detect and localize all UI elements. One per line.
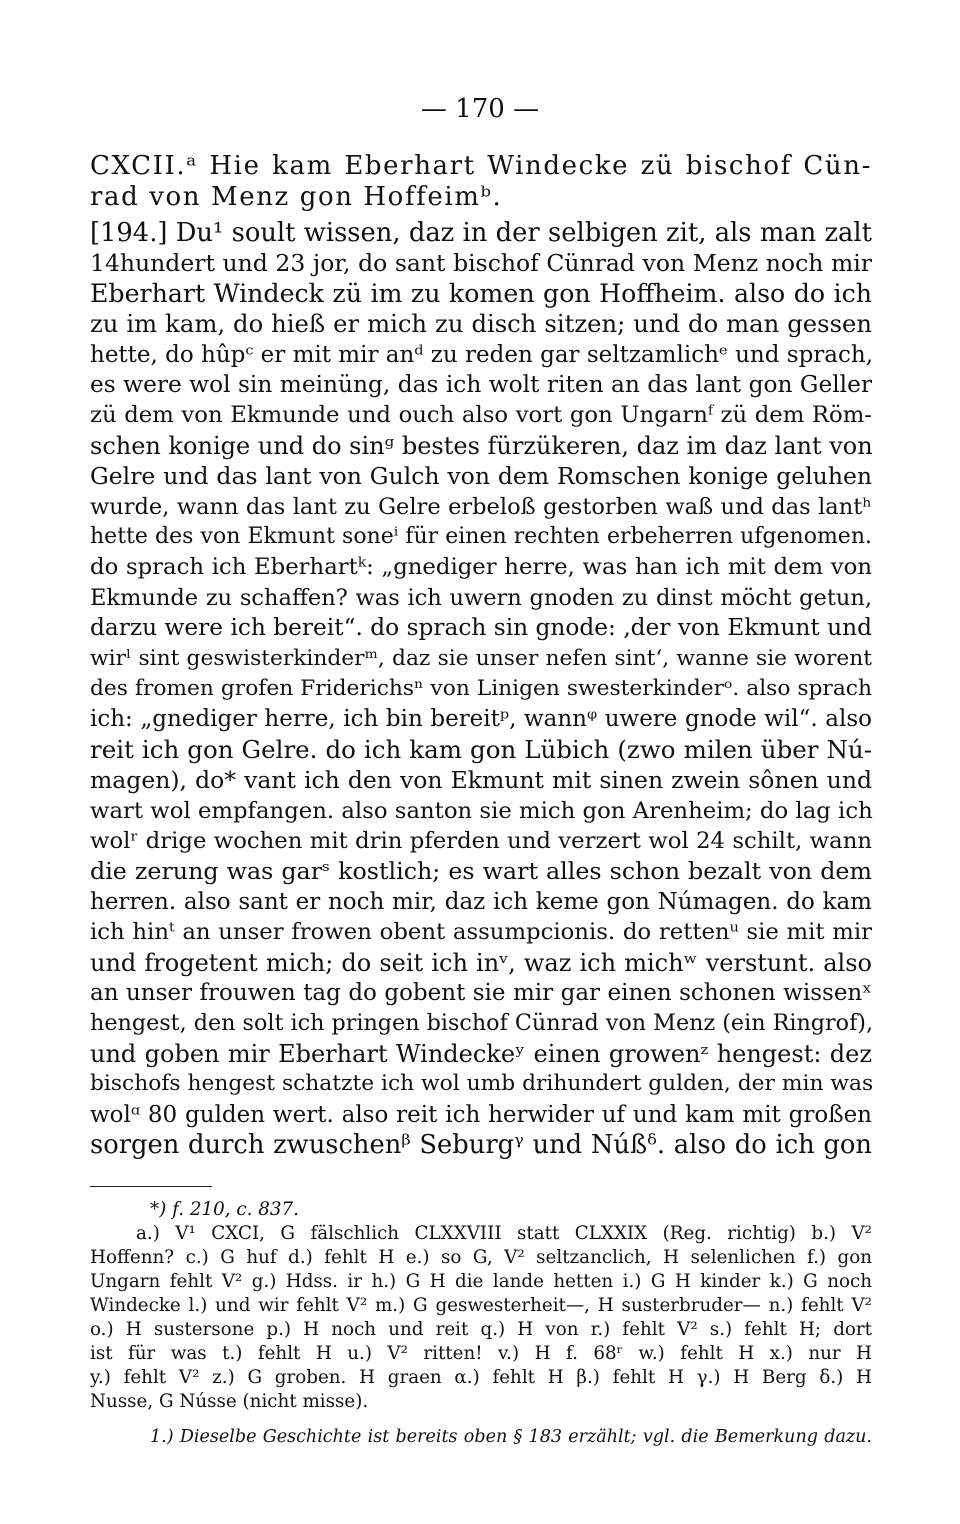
footnote-line: Ungarn fehlt V² g.) Hdss. ir h.) G H die lande hetten i.) G H kinder k.) G noch <box>90 1271 872 1292</box>
footnote-line: ist für was t.) fehlt H u.) V² ritten! v.) H f. 68ʳ w.) fehlt H x.) nur H <box>90 1343 872 1364</box>
body-line: reit ich gon Gelre. do ich kam gon Lübich (zwo milen über Nú- <box>90 734 872 764</box>
body-line: ich hinᵗ an unser frowen obent assumpcionis. do rettenᵘ sie mit mir <box>90 919 872 946</box>
body-line: herren. also sant er noch mir, daz ich keme gon Númagen. do kam <box>90 888 872 915</box>
body-line: hengest, den solt ich pringen bischof Cünrad von Menz (ein Ringrof), <box>90 1010 874 1037</box>
body-line: schen konige und do sinᵍ bestes fürzükeren, daz im daz lant von <box>90 431 873 460</box>
footnote-line: Hoffenn? c.) G huf d.) fehlt H e.) so G, V² seltzanclich, H selenlichen f.) gon <box>90 1247 872 1268</box>
body-line: und goben mir Eberhart Windeckeʸ einen growenᶻ hengest: dez <box>90 1039 872 1068</box>
footnote-line: o.) H sustersone p.) H noch und reit q.) H von r.) fehlt V² s.) fehlt H; dort <box>90 1319 872 1340</box>
page-number: — 170 — <box>420 94 540 124</box>
body-line: Eberhart Windeck zü im zu komen gon Hoffheim. also do ich <box>90 278 872 308</box>
footnote-line: y.) fehlt V² z.) G groben. H graen α.) fehlt H β.) fehlt H γ.) H Berg δ.) H <box>90 1367 872 1388</box>
body-line: wolᵅ 80 gulden wert. also reit ich herwider uf und kam mit großen <box>90 1101 872 1128</box>
heading-line: CXCII.ᵃ Hie kam Eberhart Windecke zü bischof Cün- <box>90 151 872 181</box>
body-line: wolʳ drige wochen mit drin pferden und verzert wol 24 schilt, wann <box>90 828 872 854</box>
body-line: bischofs hengest schatzte ich wol umb drihundert gulden, der min was <box>90 1071 874 1097</box>
body-line: magen), do* vant ich den von Ekmunt mit sinen zwein sônen und <box>90 766 872 795</box>
body-line: Gelre und das lant von Gulch von dem Romschen konige geluhen <box>90 462 872 491</box>
body-line: und frogetent mich; do seit ich inᵛ, waz ich michʷ verstunt. also <box>90 948 872 977</box>
footnote-line: Windecke l.) und wir fehlt V² m.) G geswesterheit—, H susterbruder— n.) fehlt V² <box>90 1295 872 1316</box>
footnote-line: Nusse, G Nússe (nicht misse). <box>90 1391 369 1412</box>
body-line: hette, do hûpᶜ er mit mir anᵈ zu reden gar seltzamlichᵉ und sprach, <box>90 341 874 368</box>
body-line: die zerung was garˢ kostlich; es wart alles schon bezalt von dem <box>90 857 872 886</box>
footnote-line: a.) V¹ CXCI, G fälschlich CLXXVIII statt CLXXIX (Reg. richtig) b.) V² <box>136 1223 872 1244</box>
body-line: Ekmunde zu schaffen? was ich uwern gnoden zu dinst möcht getun, <box>90 584 872 611</box>
body-line: darzu were ich bereit“. do sprach sin gnode: ‚der von Ekmunt und <box>90 614 872 642</box>
editorial-note: 1.) Dieselbe Geschichte ist bereits oben § 183 erzählt; vgl. die Bemerkung dazu. <box>150 1427 872 1447</box>
footnote-divider <box>90 1186 212 1187</box>
body-line: wart wol empfangen. also santon sie mich gon Arenheim; do lag ich <box>90 797 873 824</box>
body-line: zu im kam, do hieß er mich zu disch sitzen; und do man gessen <box>90 309 872 339</box>
body-line: es were wol sin meinüng, das ich wolt riten an das lant gon Geller <box>90 371 872 398</box>
body-line: des fromen grofen Friderichsⁿ von Linigen swesterkinderᵒ. also sprach <box>90 676 872 701</box>
body-line: wirˡ sint geswisterkinderᵐ, daz sie unser nefen sint‘, wanne sie worent <box>90 645 872 671</box>
body-line: ich: „gnediger herre, ich bin bereitᵖ, wannᵠ uwere gnode wil“. also <box>90 706 872 733</box>
heading-line: rad von Menz gon Hoffeimᵇ. <box>90 182 503 212</box>
body-line: [194.] Du¹ soult wissen, daz in der selbigen zit, als man zalt <box>90 218 872 248</box>
footnote-line: *) f. 210, c. 837. <box>150 1199 299 1220</box>
body-line: 14hundert und 23 jor, do sant bischof Cünrad von Menz noch mir <box>90 249 872 278</box>
body-line: do sprach ich Eberhartᵏ: „gnediger herre, was han ich mit dem von <box>90 554 872 581</box>
body-line: zü dem von Ekmunde und ouch also vort gon Ungarnᶠ zü dem Röm- <box>90 402 872 429</box>
body-line: wurde, wann das lant zu Gelre erbeloß gestorben waß und das lantʰ <box>90 493 872 520</box>
body-line: an unser frouwen tag do gobent sie mir gar einen schonen wissenˣ <box>90 980 872 1006</box>
body-line: sorgen durch zwuschenᵝ Seburgᵞ und Núßᵟ. also do ich gon <box>90 1130 872 1160</box>
body-line: hette des von Ekmunt soneⁱ für einen rechten erbeherren ufgenomen. <box>90 524 872 549</box>
